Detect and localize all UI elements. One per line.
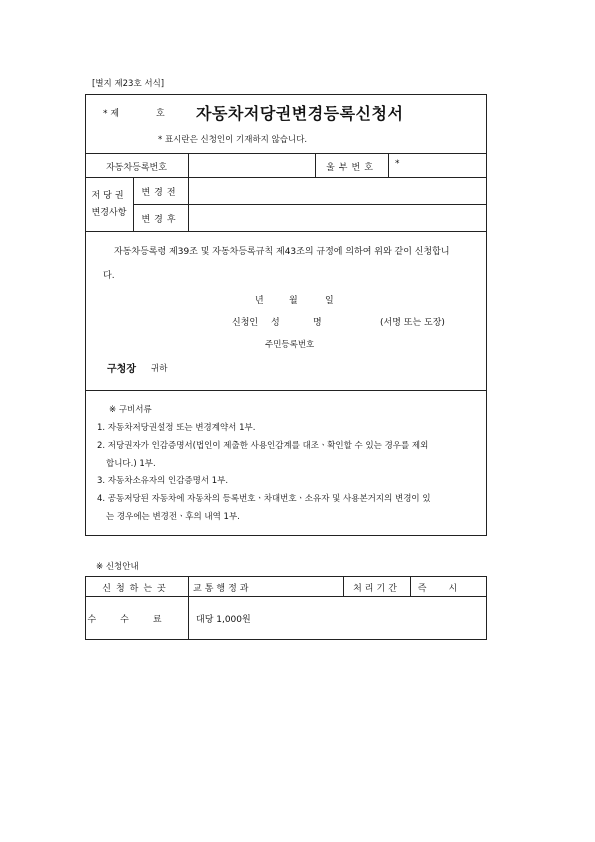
registration-number-label: 자동차등록번호 [106, 163, 167, 173]
document-item: 2. 저당권자가 인감증명서(법인이 제출한 사용인감계를 대조ㆍ확인할 수 있는 경우를 제외 [97, 441, 429, 451]
number-label: * 제 [103, 109, 120, 119]
name-label-1: 성 [271, 318, 280, 328]
statement-line2: 다. [103, 271, 115, 281]
guide-heading: ※ 신청안내 [96, 562, 139, 572]
mortgage-change-label-line1: 저당권 [91, 191, 127, 201]
office-label: 신청하는곳 [102, 584, 171, 594]
before-change-field[interactable] [189, 178, 486, 203]
mortgage-change-label [85, 188, 133, 222]
before-change-label: 변경전 [141, 188, 180, 198]
documents-heading: ※ 구비서류 [109, 405, 152, 415]
fee-value: 대당 1,000원 [196, 615, 251, 625]
mortgage-change-label-line2: 변경사항 [91, 208, 127, 218]
document-item: 3. 자동차소유자의 인감증명서 1부. [97, 476, 229, 486]
applicant-label: 신청인 [232, 318, 259, 328]
date-month: 월 [289, 296, 298, 306]
after-change-label: 변경후 [141, 215, 180, 225]
office-value: 교통행정과 [193, 584, 252, 594]
date-year: 년 [255, 296, 264, 306]
name-label-2: 명 [313, 318, 322, 328]
document-item: 는 경우에는 변경전ㆍ후의 내역 1부. [106, 512, 240, 522]
recipient-suffix: 귀하 [151, 364, 168, 374]
form-number: [별지 제23호 서식] [92, 79, 165, 89]
document-item: 4. 공동저당된 자동차에 자동차의 등록번호ㆍ차대번호ㆍ소유자 및 사용본거지의 변경이 있 [97, 494, 431, 504]
processing-value: 즉시 [417, 584, 480, 594]
receipt-number-mark: * [395, 159, 400, 169]
resident-number-label: 주민등록번호 [265, 340, 315, 350]
applicant-note: * 표시란은 신청인이 기재하지 않습니다. [158, 135, 308, 145]
after-change-field[interactable] [189, 205, 486, 230]
document-item: 1. 자동차저당권설정 또는 변경계약서 1부. [97, 423, 256, 433]
fee-label: 수수료 [87, 615, 186, 625]
document-item: 합니다.) 1부. [106, 459, 156, 469]
registration-number-field[interactable] [189, 154, 314, 176]
date-day: 일 [325, 296, 334, 306]
processing-label: 처리기간 [353, 584, 400, 594]
form-title: 자동차저당권변경등록신청서 [196, 104, 404, 123]
receipt-number-label: 울부번호 [326, 163, 377, 173]
recipient: 구청장 [107, 364, 136, 375]
signature-note: (서명 또는 도장) [380, 318, 445, 328]
number-suffix: 호 [156, 109, 165, 119]
statement-line1: 자동차등록령 제39조 및 자동차등록규칙 제43조의 규정에 의하여 위와 같이 신청합니 [114, 247, 450, 257]
